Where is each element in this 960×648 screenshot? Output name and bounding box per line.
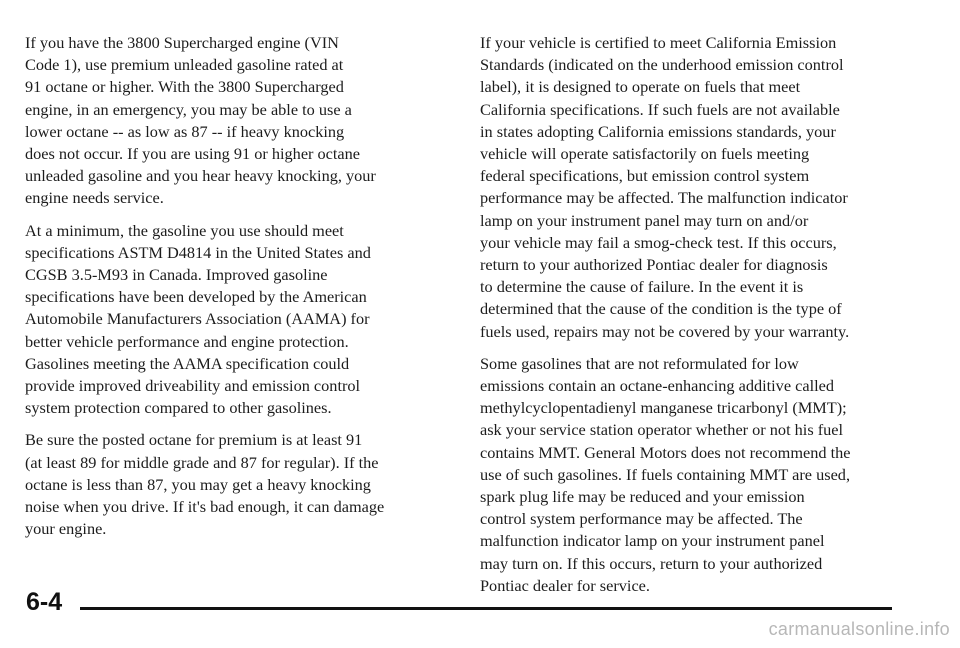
- paragraph-premium-fuel: If you have the 3800 Supercharged engine (VIN Code 1), use premium unleaded gasoline rated at 91 octane or higher. With the 3800 Supercharged engine, in an emergency, you may be able to use a lower octane -- as low as 87 -- if heavy knocking does not occur. If you are using 91 or higher octane unleaded gasoline and you hear heavy knocking, your engine needs service.: [25, 33, 376, 208]
- paragraph-mmt-additive: Some gasolines that are not reformulated for low emissions contain an octane-enhancing additive called methylcyclopentadienyl manganese tricarbonyl (MMT); ask your service station operator whether or not his fuel contains MMT. General Motors does not recommend the use of such gasolines. If fuels containing MMT are used, spark plug life may be reduced and your emission control system performance may be affected. The malfunction indicator lamp on your instrument panel may turn on. If this occurs, return to your authorized Pontiac dealer for service.: [480, 353, 851, 595]
- paragraph-posted-octane: Be sure the posted octane for premium is at least 91 (at least 89 for middle grade and 87 for regular). If the octane is less than 87, you may get a heavy knocking noise when you drive. If it's bad enough, it can damage your engine.: [25, 430, 385, 539]
- watermark: carmanualsonline.info: [768, 619, 950, 639]
- page-number: 6-4: [26, 588, 63, 616]
- right-column: [480, 32, 900, 607]
- paragraph-gasoline-specifications: At a minimum, the gasoline you use should meet specifications ASTM D4814 in the United States and CGSB 3.5-M93 in Canada. Improved gasoline specifications have been developed by the American Automobile Manufacturers Association (AAMA) for better vehicle performance and engine protection. Gasolines meeting the AAMA specification could provide improved driveability and emission control system protection compared to other gasolines.: [25, 220, 371, 418]
- paragraph-california-emission: If your vehicle is certified to meet California Emission Standards (indicated on the underhood emission control label), it is designed to operate on fuels that meet California specifications. If such fuels are not available in states adopting California emissions standards, your vehicle will operate satisfactorily on fuels meeting federal specifications, but emission control system performance may be affected. The malfunction indicator lamp on your instrument panel may turn on and/or your vehicle may fail a smog-check test. If this occurs, return to your authorized Pontiac dealer for diagnosis to determine the cause of failure. In the event it is determined that the cause of the condition is the type of fuels used, repairs may not be covered by your warranty.: [480, 33, 850, 341]
- left-column: [25, 32, 440, 550]
- footer-rule: [80, 607, 892, 610]
